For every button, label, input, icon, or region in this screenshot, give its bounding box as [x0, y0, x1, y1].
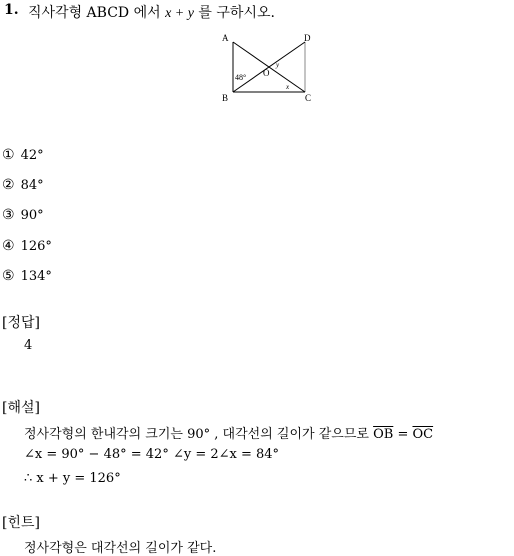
explanation-line-3: ∴ x + y = 126° — [24, 471, 121, 486]
option-3-marker: ③ — [2, 207, 15, 223]
explanation-line-1 — [24, 423, 433, 442]
question-text — [28, 2, 275, 22]
hint-heading: [힌트] — [2, 515, 40, 531]
explanation-line-2: ∠x = 90° − 48° = 42° ∠y = 2∠x = 84° — [24, 447, 280, 462]
label-y: y — [276, 61, 280, 69]
label-c: C — [305, 93, 312, 103]
rectangle-figure — [218, 28, 318, 106]
label-b: B — [222, 93, 229, 103]
option-1-marker: ① — [2, 147, 15, 163]
option-4[interactable] — [2, 238, 52, 254]
option-5[interactable] — [2, 268, 52, 284]
label-x: x — [286, 83, 290, 91]
option-2[interactable] — [2, 177, 44, 193]
option-5-marker: ⑤ — [2, 268, 15, 284]
equals-sign: = — [397, 427, 409, 442]
label-d: D — [304, 33, 311, 43]
answer-value: 4 — [24, 338, 33, 353]
option-4-marker: ④ — [2, 238, 15, 254]
option-3[interactable] — [2, 207, 44, 223]
option-1-value: 42° — [20, 148, 44, 163]
explanation-heading: [해설] — [2, 400, 40, 416]
explanation-line-1-text: 정사각형의 한내각의 크기는 90° , 대각선의 길이가 같으므로 — [24, 427, 369, 442]
option-5-value: 134° — [20, 269, 52, 284]
hint-text: 정사각형은 대각선의 길이가 같다. — [24, 541, 217, 556]
option-1[interactable] — [2, 147, 44, 163]
option-2-marker: ② — [2, 177, 15, 193]
option-2-value: 84° — [20, 178, 44, 193]
option-4-value: 126° — [20, 239, 52, 254]
question-number: 1. — [4, 2, 19, 18]
segment-oc: $\overline{OC}$ — [412, 427, 434, 442]
question-text-suffix: 를 구하시오. — [198, 5, 275, 21]
label-a: A — [222, 33, 229, 43]
label-o: O — [263, 68, 270, 78]
segment-ob: $\overline{OB}$ — [373, 427, 394, 442]
answer-heading: [정답] — [2, 315, 40, 331]
label-48: 48° — [235, 73, 247, 82]
question-math: x + y — [165, 6, 194, 21]
question-text-prefix: 직사각형 ABCD 에서 — [28, 5, 161, 21]
option-3-value: 90° — [20, 208, 44, 223]
